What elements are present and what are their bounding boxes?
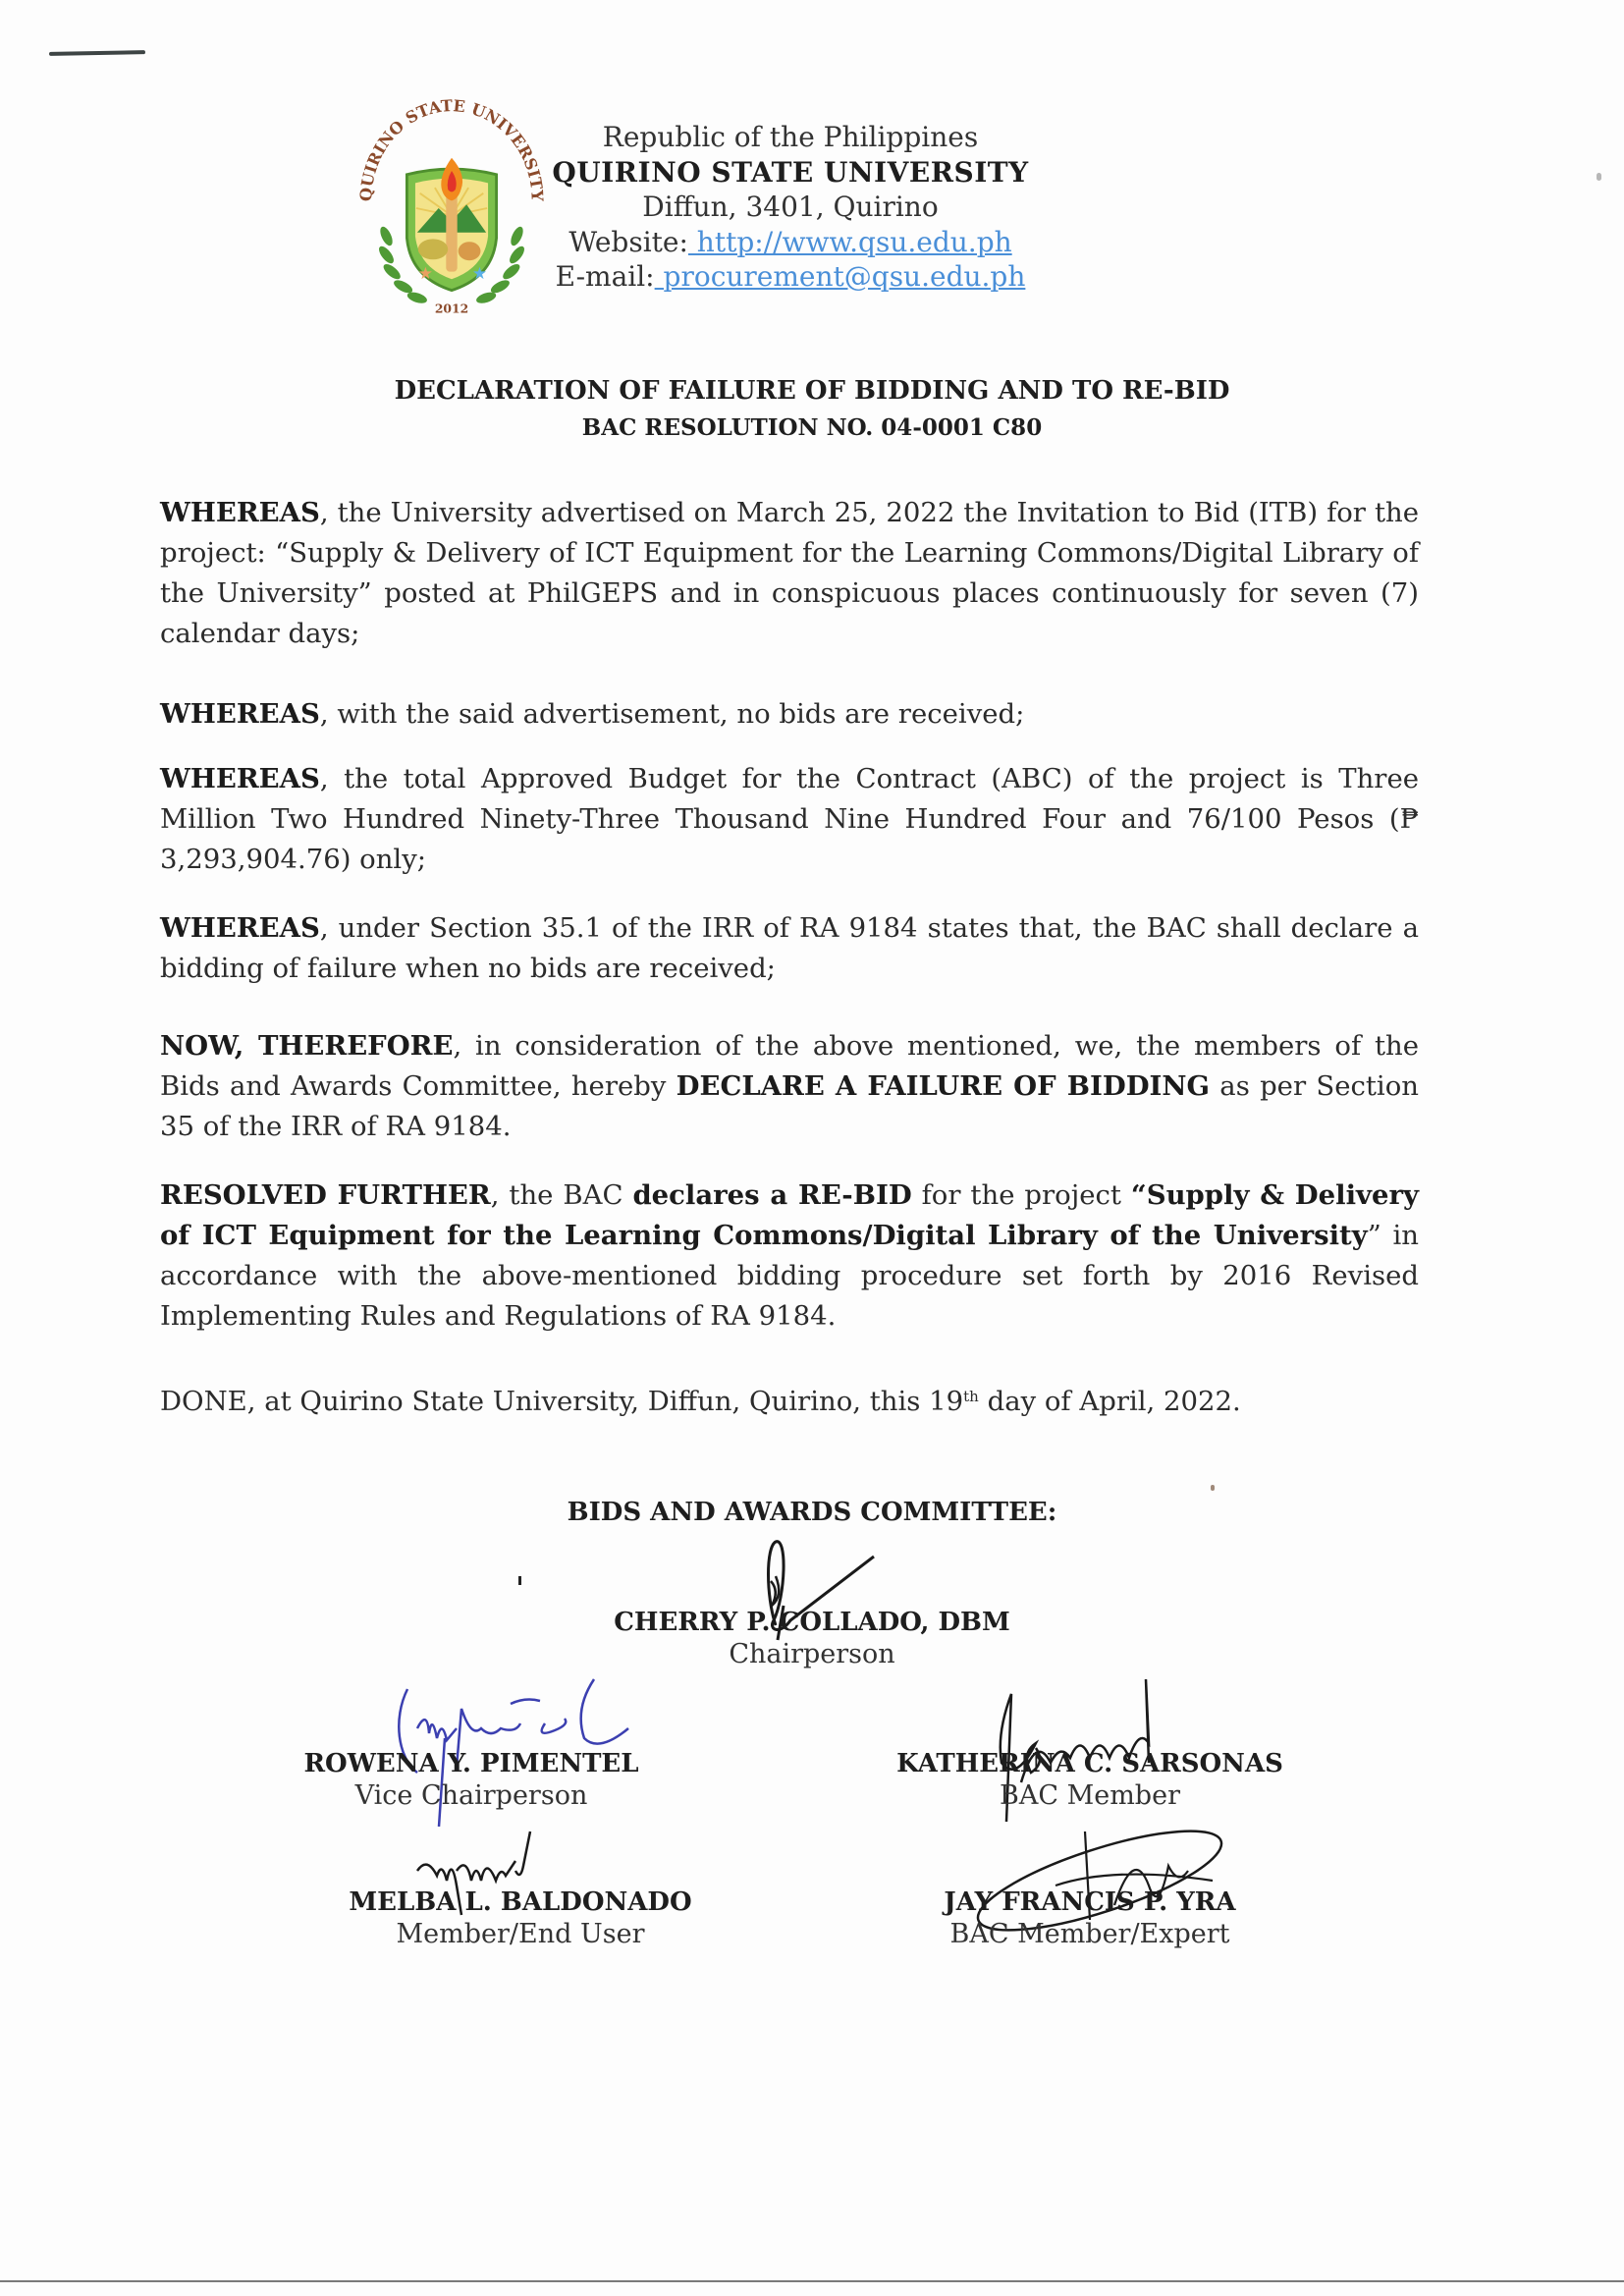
website-line — [530, 225, 1051, 260]
whereas-lead: WHEREAS — [160, 763, 320, 794]
address-line: Diffun, 3401, Quirino — [642, 191, 939, 223]
seal-star-right: ★ — [471, 264, 488, 285]
paragraph-text: ” in accordance with the above-mentioned bidding procedure set forth by 2016 Revised Implementing Rules and Regulations of RA 9184. — [160, 1220, 1419, 1332]
signatory-role: BAC Member — [1000, 1780, 1180, 1811]
paragraph-whereas-no-bids — [160, 694, 1419, 735]
document-title: DECLARATION OF FAILURE OF BIDDING AND TO RE-BID — [394, 376, 1230, 406]
signatory-role: BAC Member/Expert — [949, 1919, 1230, 1949]
university-seal-logo — [355, 96, 548, 320]
seal-grain — [418, 239, 448, 259]
seal-ring-text-path: QUIRINO STATE UNIVERSITY — [356, 96, 547, 202]
website-link[interactable]: http://www.qsu.edu.ph — [687, 225, 1012, 258]
paragraph-text: day of April, 2022. — [978, 1386, 1241, 1417]
resolution-number: BAC RESOLUTION NO. 04-0001 C80 — [581, 414, 1043, 441]
rebid-emphasis: declares a RE-BID — [632, 1179, 912, 1211]
seal-torch — [446, 193, 457, 272]
seal-year: 2012 — [434, 301, 469, 316]
now-therefore-lead: NOW, THEREFORE — [160, 1030, 454, 1062]
paragraph-text: , in consideration of the above mentioned, we, the members of the Bids and Awards Committee, hereby — [160, 1030, 1420, 1102]
scan-dot — [518, 1576, 521, 1585]
seal-star-left: ★ — [417, 264, 434, 285]
signatory-chairperson — [567, 1608, 1057, 1669]
paragraph-text: for the project — [911, 1179, 1131, 1211]
whereas-lead: WHEREAS — [160, 912, 320, 944]
email-line — [530, 259, 1051, 295]
paragraph-whereas-section — [160, 908, 1419, 989]
declaration-emphasis: DECLARE A FAILURE OF BIDDING — [676, 1070, 1211, 1102]
signatory-name: KATHERINA C. SARSONAS — [896, 1749, 1283, 1778]
scan-speck — [1597, 173, 1601, 181]
paragraph-done — [160, 1377, 1419, 1422]
scan-artifact-mark — [49, 50, 145, 56]
website-label: Website: — [568, 225, 688, 258]
signatory-bac-member — [854, 1749, 1326, 1811]
country-line: Republic of the Philippines — [602, 121, 979, 153]
email-label: E-mail: — [555, 260, 655, 293]
paragraph-text: , with the said advertisement, no bids are received; — [319, 698, 1025, 730]
paragraph-whereas-advertised — [160, 493, 1419, 654]
seal-fruit — [459, 242, 481, 260]
signatory-vice-chairperson — [275, 1749, 668, 1811]
signatory-name: JAY FRANCIS P. YRA — [944, 1887, 1236, 1917]
signatory-end-user — [304, 1887, 736, 1949]
committee-heading: BIDS AND AWARDS COMMITTEE: — [567, 1498, 1057, 1527]
project-name-emphasis: “Supply & Delivery of ICT Equipment for the Learning Commons/Digital Library of the University — [160, 1179, 1419, 1251]
university-name: QUIRINO STATE UNIVERSITY — [552, 155, 1029, 189]
signatory-expert — [874, 1887, 1306, 1949]
whereas-lead: WHEREAS — [160, 698, 320, 730]
signatory-role: Member/End User — [396, 1919, 645, 1949]
scan-bottom-edge — [0, 2280, 1624, 2282]
letterhead-text — [530, 120, 1051, 295]
paragraph-text: , the BAC — [490, 1179, 633, 1211]
paragraph-text: DONE, at Quirino State University, Diffun, Quirino, this 19 — [160, 1386, 964, 1417]
signatory-role: Vice Chairperson — [354, 1780, 588, 1811]
paragraph-text: , the University advertised on March 25, 2022 the Invitation to Bid (ITB) for the project: “Supply & Delivery of ICT Equipment for the Learning Commons/Digital Library of the University” posted at PhilGEPS and in conspicuous places continuously for seven (7) calendar days; — [160, 497, 1419, 649]
whereas-lead: WHEREAS — [160, 497, 320, 528]
paragraph-now-therefore — [160, 1026, 1419, 1147]
resolved-further-lead: RESOLVED FURTHER — [160, 1179, 491, 1211]
paragraph-whereas-budget — [160, 759, 1419, 880]
paragraph-text: , the total Approved Budget for the Contract (ABC) of the project is Three Million Two Hundred Ninety-Three Thousand Nine Hundred Four and 76/100 Pesos (₱ 3,293,904.76) only; — [160, 763, 1419, 875]
email-link[interactable]: procurement@qsu.edu.ph — [654, 260, 1026, 293]
scan-speck — [1211, 1485, 1215, 1491]
signatory-name: ROWENA Y. PIMENTEL — [303, 1749, 639, 1778]
signatory-name: CHERRY P. COLLADO, DBM — [614, 1608, 1010, 1637]
ordinal-suffix: th — [963, 1388, 979, 1405]
signatory-name: MELBA L. BALDONADO — [349, 1887, 692, 1917]
paragraph-text: as per Section 35 of the IRR of RA 9184. — [160, 1070, 1419, 1142]
signatory-role: Chairperson — [729, 1639, 895, 1669]
paragraph-text: , under Section 35.1 of the IRR of RA 9184 states that, the BAC shall declare a bidding of failure when no bids are received; — [160, 912, 1419, 984]
paragraph-resolved-further — [160, 1175, 1419, 1337]
